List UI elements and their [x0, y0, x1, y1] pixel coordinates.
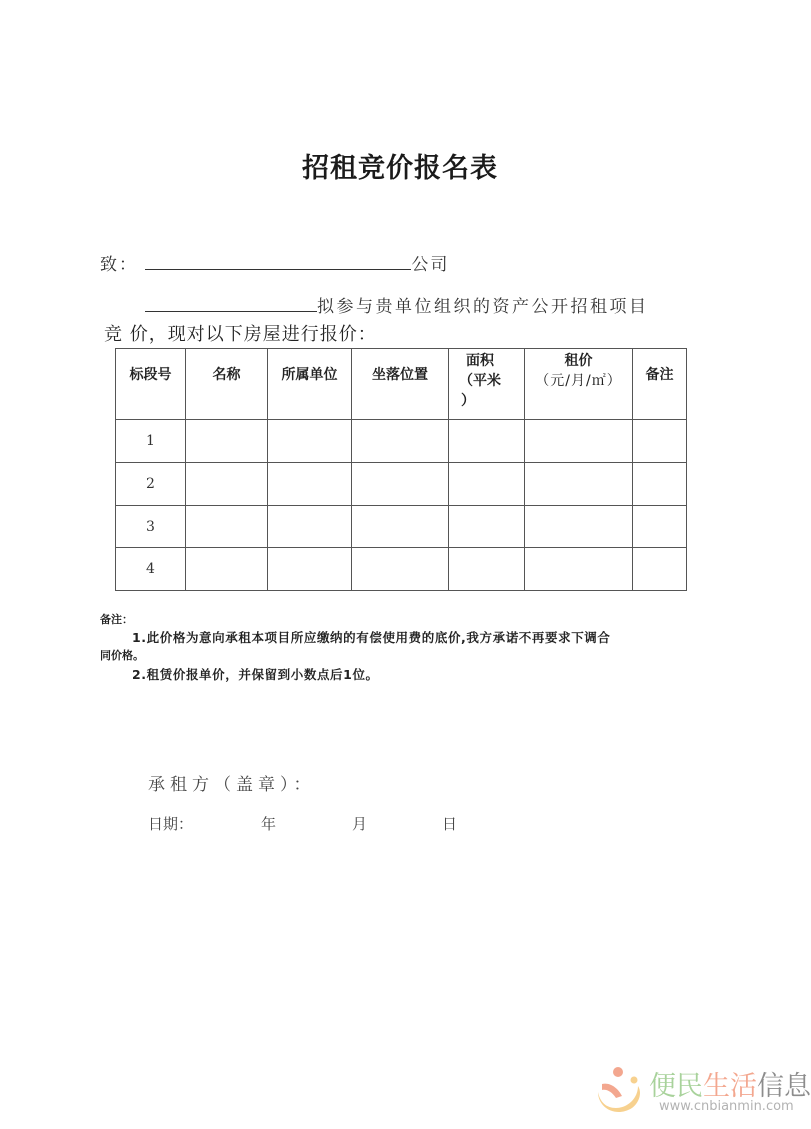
cell-owner-unit[interactable]	[268, 463, 352, 506]
header-rent-line2: （元/月/㎡）	[535, 373, 622, 389]
header-remarks: 备注	[633, 349, 687, 420]
header-lot-no: 标段号	[116, 349, 186, 420]
addressee-line	[100, 250, 449, 275]
cell-remarks[interactable]	[633, 548, 687, 591]
watermark-text-part1: 便民	[649, 1071, 703, 1102]
cell-area[interactable]	[449, 420, 525, 463]
cell-lot-no: 1	[116, 420, 186, 463]
header-area	[449, 349, 525, 420]
cell-lot-no: 4	[116, 548, 186, 591]
table-row	[116, 463, 687, 506]
intro-line-2: 竞 价，现对以下房屋进行报价：	[104, 324, 377, 345]
cell-owner-unit[interactable]	[268, 420, 352, 463]
intro-text: 拟参与贵单位组织的资产公开招租项目	[317, 297, 649, 317]
page-title: 招租竞价报名表	[302, 153, 498, 184]
watermark-url: www.cnbianmin.com	[659, 1099, 794, 1114]
year-label: 年	[261, 815, 277, 833]
cell-name[interactable]	[186, 463, 268, 506]
cell-lot-no: 2	[116, 463, 186, 506]
watermark-logo-icon	[592, 1062, 648, 1118]
company-name-blank[interactable]	[145, 269, 411, 270]
notes-heading: 备注：	[100, 613, 133, 626]
header-owner-unit: 所属单位	[268, 349, 352, 420]
cell-remarks[interactable]	[633, 506, 687, 548]
bid-table	[115, 348, 687, 591]
cell-lot-no: 3	[116, 506, 186, 548]
watermark-text-part2: 生活	[703, 1071, 757, 1102]
table-row	[116, 420, 687, 463]
cell-area[interactable]	[449, 506, 525, 548]
cell-remarks[interactable]	[633, 420, 687, 463]
cell-area[interactable]	[449, 548, 525, 591]
cell-rent[interactable]	[525, 463, 633, 506]
cell-name[interactable]	[186, 548, 268, 591]
watermark-text-part3: 信息	[757, 1071, 811, 1102]
cell-rent[interactable]	[525, 548, 633, 591]
header-area-line1: 面积	[466, 353, 494, 369]
header-rent-line1: 租价	[564, 353, 593, 369]
note-item-2: 2.租赁价报单价，并保留到小数点后1位。	[132, 667, 379, 682]
header-area-line2: （平米	[459, 373, 501, 389]
cell-location[interactable]	[352, 463, 449, 506]
intro-line	[145, 292, 649, 317]
watermark-text	[649, 1064, 811, 1103]
addressee-suffix: 公司	[411, 255, 450, 275]
note-item-1-continued: 同价格。	[100, 649, 144, 662]
lessee-seal-label: 承租方（盖章）：	[148, 775, 316, 795]
watermark	[592, 1062, 811, 1118]
cell-remarks[interactable]	[633, 463, 687, 506]
cell-owner-unit[interactable]	[268, 548, 352, 591]
date-label: 日期：	[148, 815, 194, 833]
header-name: 名称	[186, 349, 268, 420]
cell-name[interactable]	[186, 420, 268, 463]
cell-rent[interactable]	[525, 420, 633, 463]
table-header-row	[116, 349, 687, 420]
cell-rent[interactable]	[525, 506, 633, 548]
cell-location[interactable]	[352, 506, 449, 548]
table-row	[116, 548, 687, 591]
header-rent	[525, 349, 633, 420]
header-location: 坐落位置	[352, 349, 449, 420]
note-item-1: 1.此价格为意向承租本项目所应缴纳的有偿使用费的底价,我方承诺不再要求下调合	[132, 630, 611, 645]
cell-location[interactable]	[352, 548, 449, 591]
table-row	[116, 506, 687, 548]
addressee-prefix: 致：	[100, 255, 138, 275]
day-label: 日	[442, 815, 458, 833]
cell-area[interactable]	[449, 463, 525, 506]
cell-owner-unit[interactable]	[268, 506, 352, 548]
bidder-name-blank[interactable]	[145, 311, 317, 312]
header-area-line3: ）	[461, 393, 475, 409]
cell-name[interactable]	[186, 506, 268, 548]
cell-location[interactable]	[352, 420, 449, 463]
month-label: 月	[352, 815, 368, 833]
